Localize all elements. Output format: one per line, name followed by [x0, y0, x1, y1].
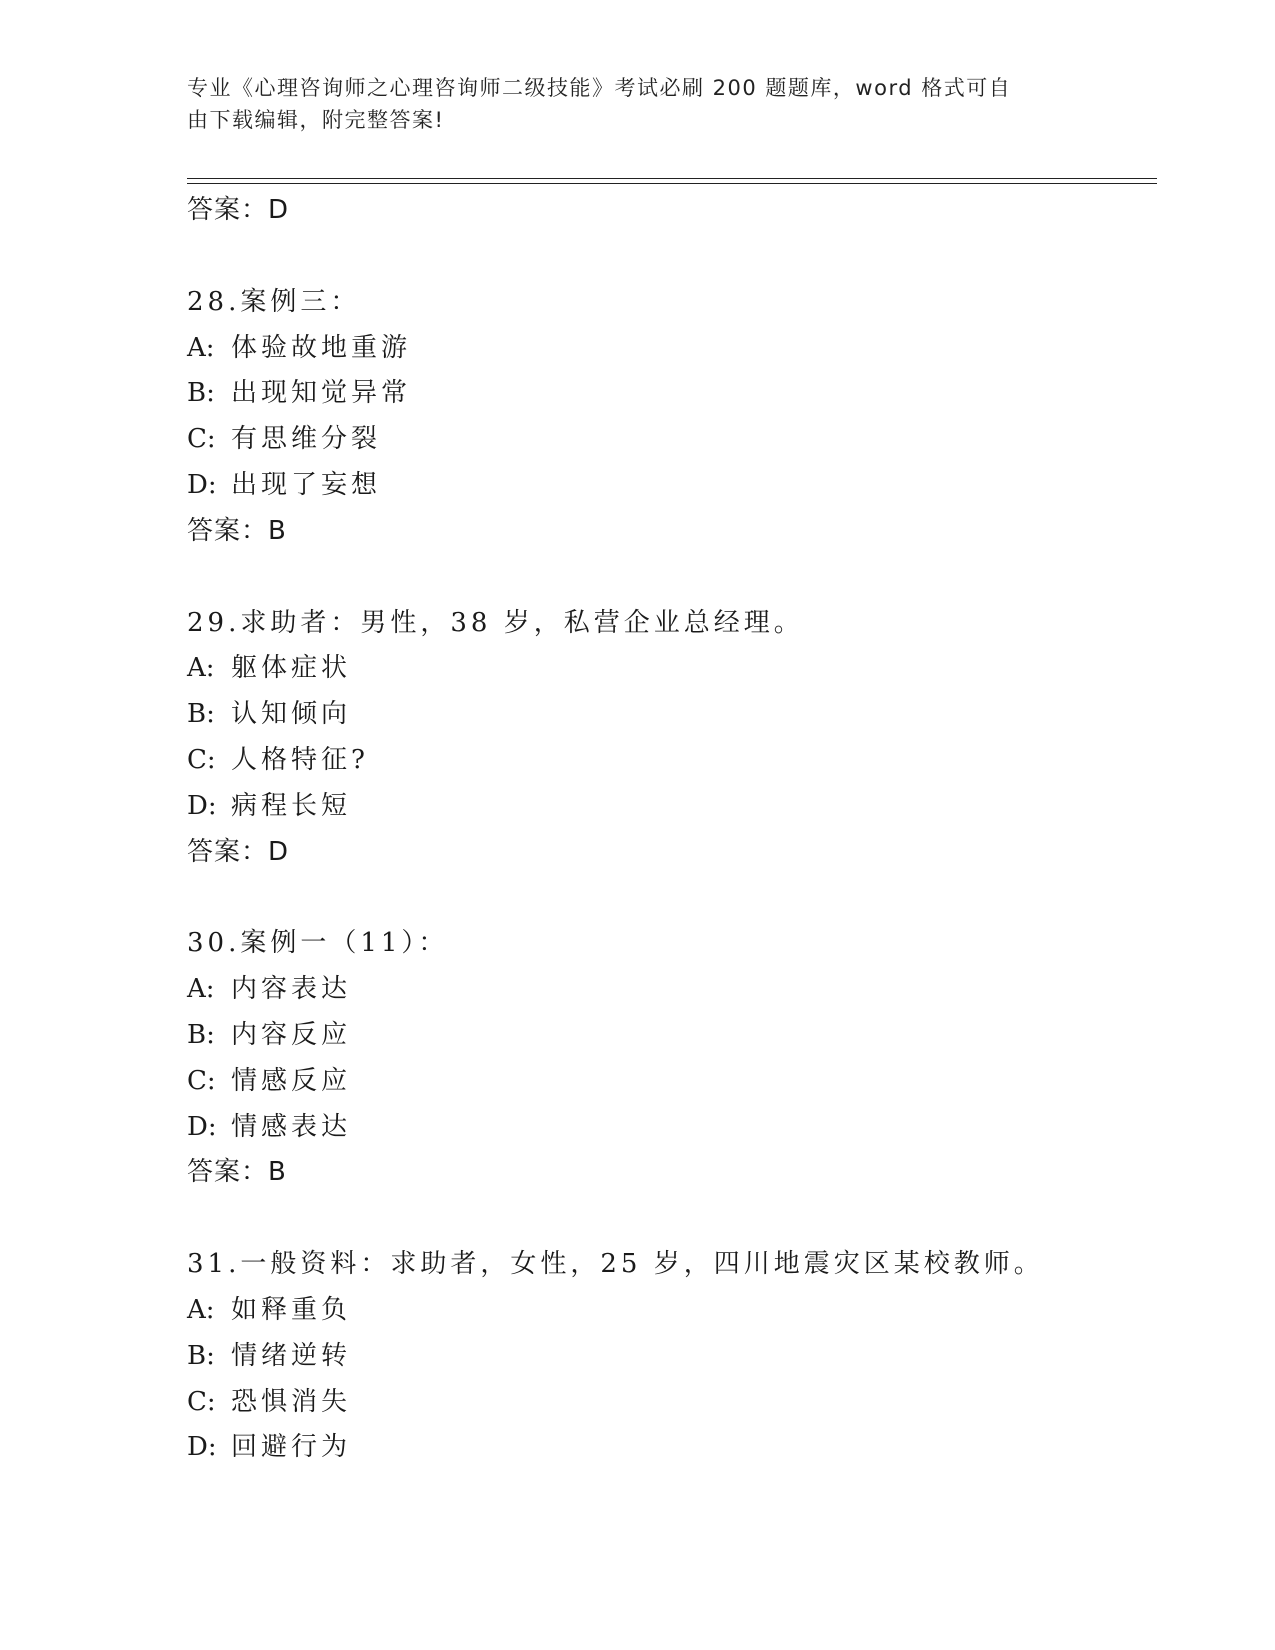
question-answer: 答案：B: [187, 515, 287, 546]
spacer: [187, 1196, 1147, 1242]
header-rule-top: [187, 178, 1157, 179]
question-answer: 答案：D: [187, 836, 290, 867]
option-text: 认知倾向: [231, 699, 352, 730]
spacer: [187, 234, 1147, 280]
option-d: [187, 463, 1147, 509]
option-letter: A:: [187, 974, 215, 1005]
option-c: [187, 1380, 1147, 1426]
option-text: 躯体症状: [231, 653, 352, 684]
option-b: [187, 371, 1147, 417]
option-letter: A:: [187, 332, 215, 363]
option-letter: D:: [187, 1432, 217, 1463]
option-b: [187, 1013, 1147, 1059]
option-c: [187, 1059, 1147, 1105]
option-b: [187, 692, 1147, 738]
spacer: [187, 875, 1147, 921]
option-a: [187, 326, 1147, 372]
option-letter: C:: [187, 424, 216, 455]
option-letter: A:: [187, 653, 215, 684]
option-letter: B:: [187, 1340, 215, 1371]
option-text: 恐惧消失: [231, 1386, 352, 1417]
option-text: 内容反应: [231, 1019, 352, 1050]
option-text: 出现了妄想: [231, 469, 382, 500]
option-text: 出现知觉异常: [231, 378, 412, 409]
spacer: [187, 555, 1147, 601]
option-letter: B:: [187, 1019, 215, 1050]
previous-answer: 答案：D: [187, 195, 290, 225]
option-d: [187, 1105, 1147, 1151]
question-title: 31.一般资料：求助者，女性，25 岁，四川地震灾区某校教师。: [187, 1249, 1044, 1280]
option-letter: C:: [187, 744, 216, 775]
option-text: 病程长短: [231, 790, 352, 821]
question-answer: 答案：B: [187, 1157, 287, 1188]
option-text: 情感反应: [231, 1065, 352, 1096]
option-letter: B:: [187, 378, 215, 409]
question-block: [187, 921, 1147, 1196]
option-c: [187, 738, 1147, 784]
question-block: [187, 280, 1147, 555]
question-title: 29.求助者：男性，38 岁，私营企业总经理。: [187, 607, 804, 638]
question-title: 28.案例三：: [187, 286, 361, 317]
option-d: [187, 784, 1147, 830]
option-c: [187, 417, 1147, 463]
option-letter: C:: [187, 1065, 216, 1096]
option-d: [187, 1425, 1147, 1471]
option-letter: A:: [187, 1294, 215, 1325]
question-block: [187, 601, 1147, 876]
document-header: [187, 72, 1067, 136]
option-text: 内容表达: [231, 974, 352, 1005]
option-text: 如释重负: [231, 1294, 352, 1325]
option-letter: C:: [187, 1386, 216, 1417]
option-letter: D:: [187, 1111, 217, 1142]
option-text: 人格特征?: [231, 744, 369, 775]
option-letter: D:: [187, 469, 217, 500]
question-block: [187, 1242, 1147, 1471]
option-text: 回避行为: [231, 1432, 352, 1463]
option-b: [187, 1334, 1147, 1380]
header-rule-bottom: [187, 183, 1157, 184]
option-a: [187, 967, 1147, 1013]
question-list: [187, 188, 1147, 1471]
option-text: 体验故地重游: [231, 332, 412, 363]
option-letter: D:: [187, 790, 217, 821]
option-text: 情绪逆转: [231, 1340, 352, 1371]
option-a: [187, 1288, 1147, 1334]
option-letter: B:: [187, 699, 215, 730]
option-text: 情感表达: [231, 1111, 352, 1142]
question-title: 30.案例一（11）：: [187, 928, 449, 959]
header-line-2: 由下载编辑，附完整答案!: [187, 108, 445, 132]
option-a: [187, 646, 1147, 692]
header-line-1: 专业《心理咨询师之心理咨询师二级技能》考试必刷 200 题题库，word 格式可自: [187, 76, 1012, 100]
option-text: 有思维分裂: [231, 424, 382, 455]
